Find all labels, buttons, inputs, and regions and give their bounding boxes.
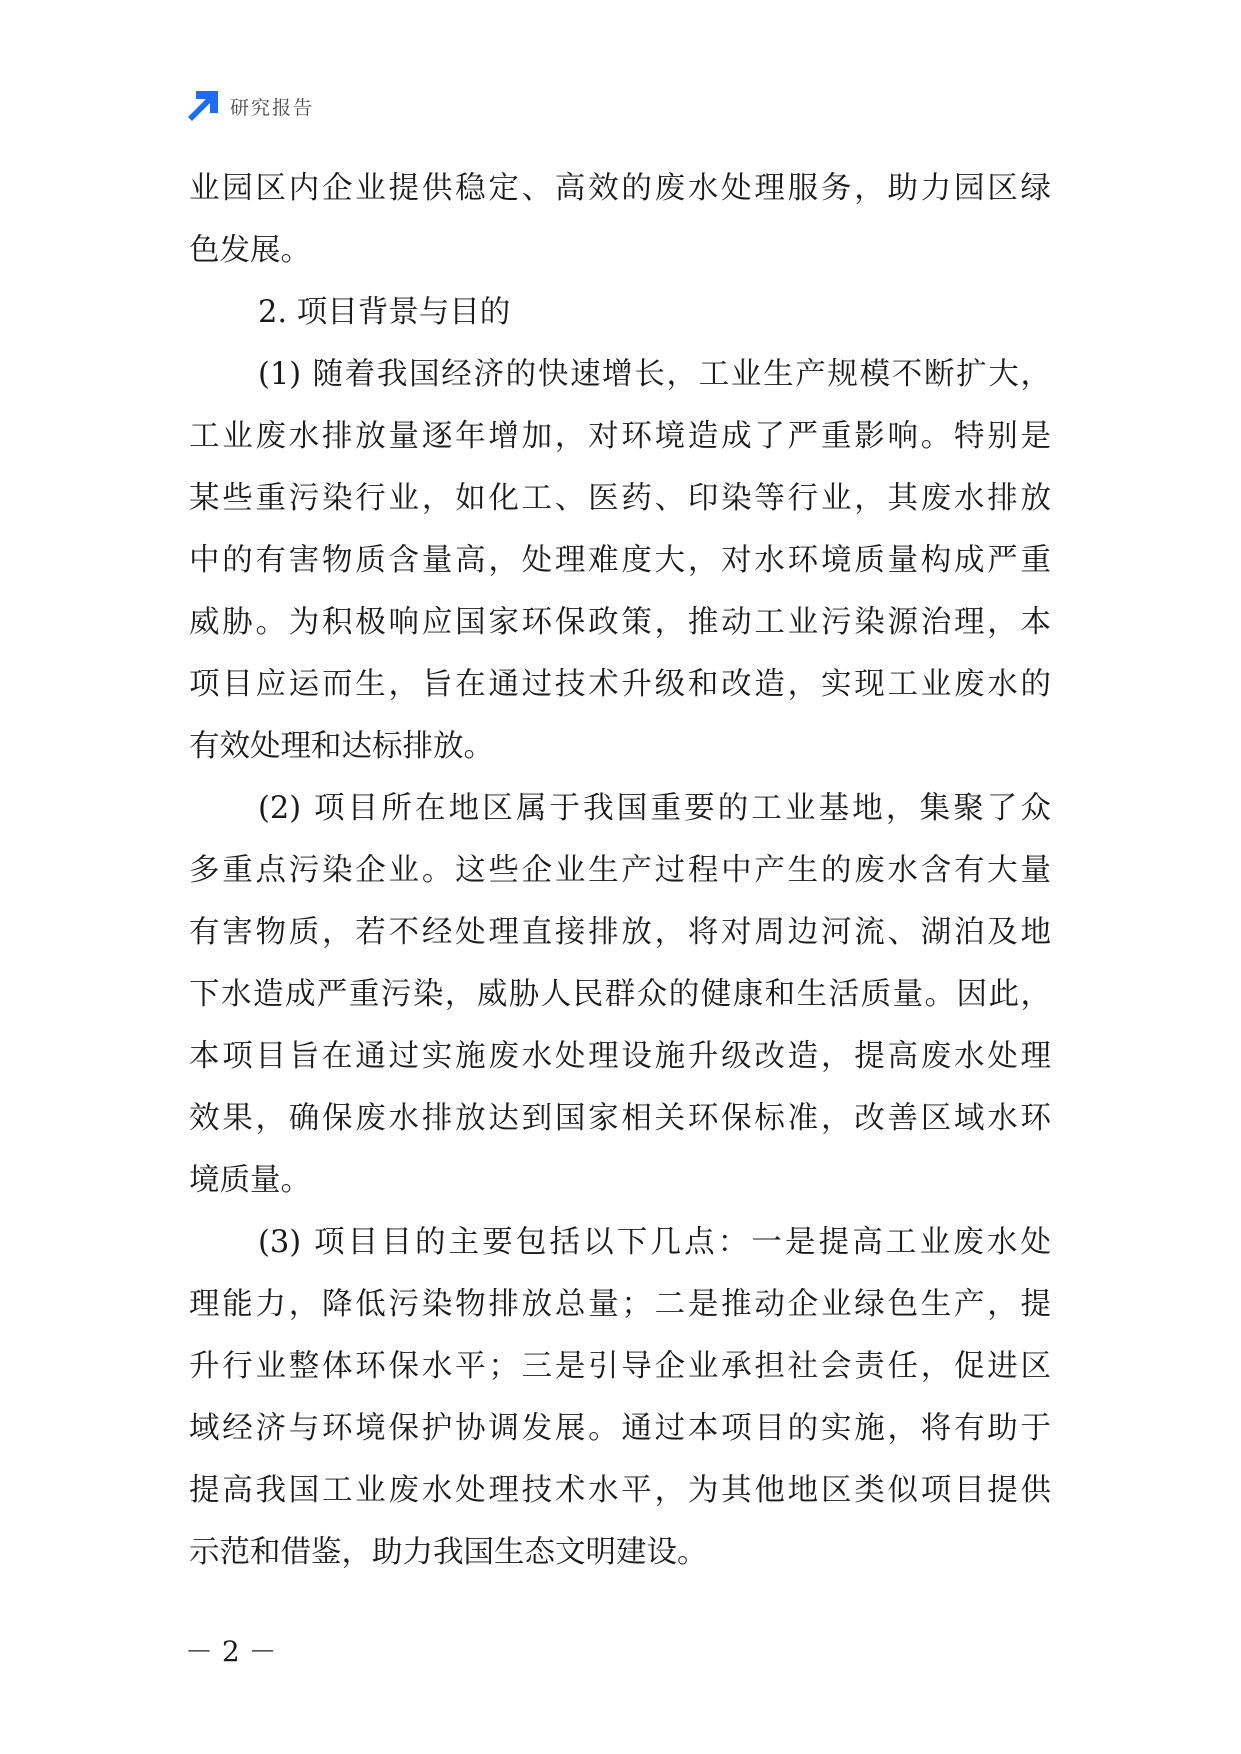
document-header <box>188 88 314 124</box>
body-text-line: 示范和借鉴，助力我国生态文明建设。 <box>189 1535 708 1570</box>
body-text-line: 域经济与环境保护协调发展。通过本项目的实施，将有助于 <box>189 1411 1051 1446</box>
body-text-line: 威胁。为积极响应国家环保政策，推动工业污染源治理，本 <box>189 605 1051 640</box>
body-text-line: 2. 项目背景与目的 <box>258 295 511 330</box>
body-text-line: 本项目旨在通过实施废水处理设施升级改造，提高废水处理 <box>189 1039 1051 1074</box>
body-text-line: 色发展。 <box>189 233 311 268</box>
body-text-line: 下水造成严重污染，威胁人民群众的健康和生活质量。因此， <box>189 977 1051 1012</box>
body-text-line: 业园区内企业提供稳定、高效的废水处理服务，助力园区绿 <box>189 171 1051 206</box>
body-text-line: (2) 项目所在地区属于我国重要的工业基地，集聚了众 <box>258 791 1051 826</box>
body-text-line: 升行业整体环保水平；三是引导企业承担社会责任，促进区 <box>189 1349 1051 1384</box>
body-text-line: (1) 随着我国经济的快速增长，工业生产规模不断扩大， <box>258 357 1051 392</box>
page-number: － 2 － <box>185 1635 277 1668</box>
body-text-line: 多重点污染企业。这些企业生产过程中产生的废水含有大量 <box>189 853 1051 888</box>
body-text-line: 境质量。 <box>189 1163 311 1198</box>
body-text-line: 提高我国工业废水处理技术水平，为其他地区类似项目提供 <box>189 1473 1051 1508</box>
body-text-line: 中的有害物质含量高，处理难度大，对水环境质量构成严重 <box>189 543 1051 578</box>
body-text-line: (3) 项目目的主要包括以下几点：一是提高工业废水处 <box>258 1225 1051 1260</box>
body-text-line: 有害物质，若不经处理直接排放，将对周边河流、湖泊及地 <box>189 915 1051 950</box>
arrow-up-right-icon <box>188 91 218 121</box>
body-text-line: 有效处理和达标排放。 <box>189 729 494 764</box>
body-text-line: 理能力，降低污染物排放总量；二是推动企业绿色生产，提 <box>189 1287 1051 1322</box>
document-body <box>189 158 1051 1584</box>
header-title: 研究报告 <box>230 96 315 119</box>
body-text-line: 效果，确保废水排放达到国家相关环保标准，改善区域水环 <box>189 1101 1051 1136</box>
body-text-line: 项目应运而生，旨在通过技术升级和改造，实现工业废水的 <box>189 667 1051 702</box>
body-text-line: 某些重污染行业，如化工、医药、印染等行业，其废水排放 <box>189 481 1051 516</box>
body-text-line: 工业废水排放量逐年增加，对环境造成了严重影响。特别是 <box>189 419 1051 454</box>
